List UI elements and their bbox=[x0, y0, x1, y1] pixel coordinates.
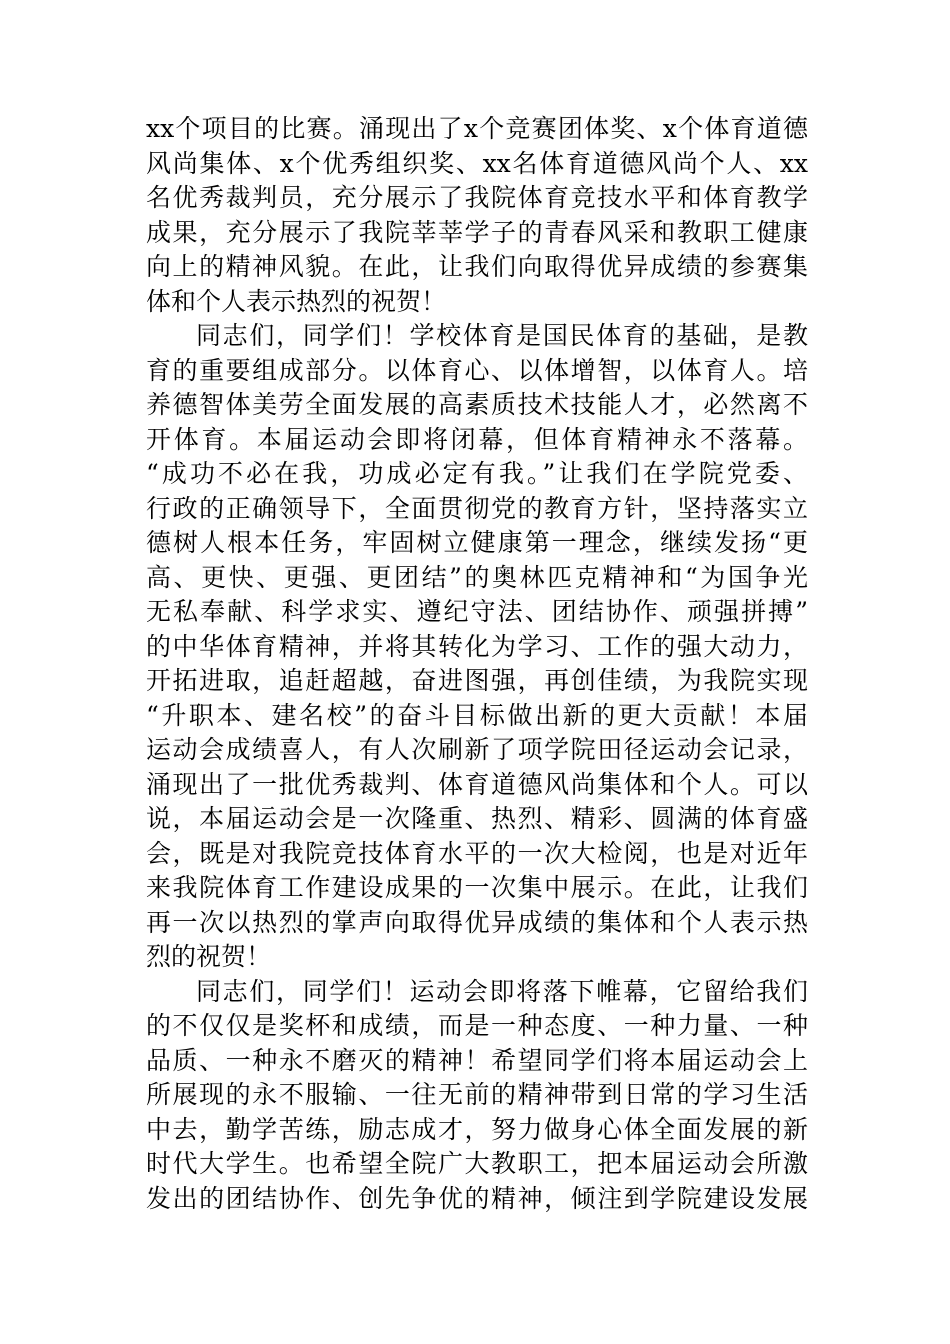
text-line: 养德智体美劳全面发展的高素质技术技能人才，必然离不 bbox=[146, 390, 808, 419]
text-line: 风尚集体、x个优秀组织奖、xx名体育道德风尚个人、xx bbox=[146, 148, 808, 178]
text-line: 同志们，同学们！运动会即将落下帷幕，它留给我们 bbox=[196, 976, 808, 1006]
text-line: 向上的精神风貌。在此，让我们向取得优异成绩的参赛集 bbox=[146, 252, 808, 281]
text-line: 名优秀裁判员，充分展示了我院体育竞技水平和体育教学 bbox=[146, 183, 808, 212]
text-line: 烈的祝贺！ bbox=[146, 942, 272, 971]
paragraph bbox=[146, 319, 808, 975]
text-line: 的不仅仅是奖杯和成绩，而是一种态度、一种力量、一种 bbox=[146, 1011, 808, 1040]
text-line: 行政的正确领导下，全面贯彻党的教育方针，坚持落实立 bbox=[146, 493, 808, 523]
text-line: 说，本届运动会是一次隆重、热烈、精彩、圆满的体育盛 bbox=[146, 804, 808, 833]
text-line: 发出的团结协作、创先争优的精神，倾注到学院建设发展 bbox=[146, 1183, 808, 1213]
text-line: 育的重要组成部分。以体育心、以体增智，以体育人。培 bbox=[146, 355, 808, 385]
text-line: 体和个人表示热烈的祝贺！ bbox=[146, 286, 447, 316]
paragraph bbox=[146, 975, 808, 1217]
text-line: 运动会成绩喜人，有人次刷新了项学院田径运动会记录， bbox=[146, 735, 808, 764]
text-line: 品质、一种永不磨灭的精神！希望同学们将本届运动会上 bbox=[146, 1045, 808, 1075]
text-line: 开体育。本届运动会即将闭幕，但体育精神永不落幕。 bbox=[146, 424, 808, 454]
text-line: “升职本、建名校”的奋斗目标做出新的更大贡献！本届 bbox=[146, 700, 808, 730]
text-line: 涌现出了一批优秀裁判、体育道德风尚集体和个人。可以 bbox=[146, 769, 808, 799]
text-line: 无私奉献、科学求实、遵纪守法、团结协作、顽强拼搏” bbox=[146, 597, 808, 626]
text-line: 来我院体育工作建设成果的一次集中展示。在此，让我们 bbox=[146, 873, 808, 902]
text-line: 成果，充分展示了我院莘莘学子的青春风采和教职工健康 bbox=[146, 217, 808, 247]
text-line: “成功不必在我，功成必定有我。”让我们在学院党委、 bbox=[146, 459, 808, 488]
text-line: 德树人根本任务，牢固树立健康第一理念，继续发扬“更 bbox=[146, 528, 808, 557]
text-line: 中去，勤学苦练，励志成才，努力做身心体全面发展的新 bbox=[146, 1114, 808, 1144]
text-line: 时代大学生。也希望全院广大教职工，把本届运动会所激 bbox=[146, 1149, 808, 1178]
text-line: 会，既是对我院竞技体育水平的一次大检阅，也是对近年 bbox=[146, 838, 808, 868]
text-line: 的中华体育精神，并将其转化为学习、工作的强大动力， bbox=[146, 631, 808, 661]
text-line: 开拓进取，追赶超越，奋进图强，再创佳绩，为我院实现 bbox=[146, 666, 808, 695]
text-line: 再一次以热烈的掌声向取得优异成绩的集体和个人表示热 bbox=[146, 907, 808, 937]
paragraph bbox=[146, 112, 808, 319]
body-text bbox=[146, 112, 808, 1216]
text-line: 同志们，同学们！学校体育是国民体育的基础，是教 bbox=[196, 321, 808, 350]
text-line: 高、更快、更强、更团结”的奥林匹克精神和“为国争光 bbox=[146, 562, 808, 592]
text-line: xx个项目的比赛。涌现出了x个竞赛团体奖、x个体育道德 bbox=[146, 114, 808, 143]
text-line: 所展现的永不服输、一往无前的精神带到日常的学习生活 bbox=[146, 1080, 808, 1109]
